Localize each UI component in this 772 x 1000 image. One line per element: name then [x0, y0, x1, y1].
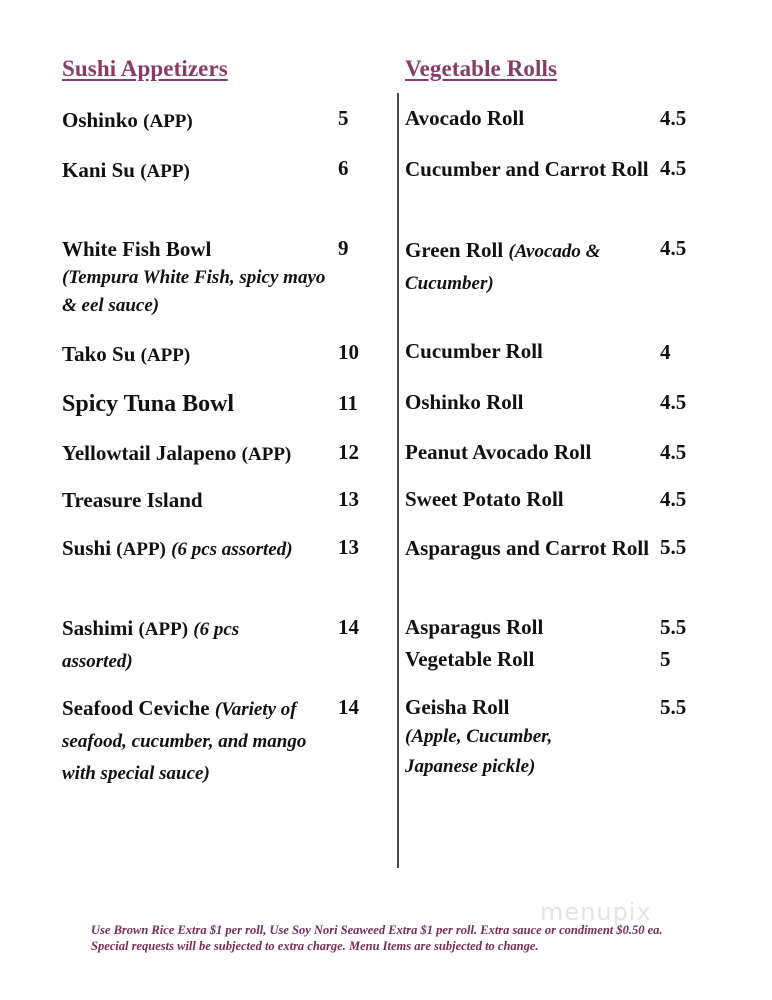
menu-item: [405, 612, 650, 642]
item-name: Geisha Roll: [405, 695, 510, 719]
menu-item: [62, 105, 332, 137]
item-price: 4.5: [660, 390, 687, 414]
menu-item: [62, 693, 322, 789]
item-description: (Avocado & Cucumber): [405, 241, 601, 294]
menu-item: [405, 387, 650, 417]
menu-item: [405, 532, 650, 565]
menu-item: [405, 336, 650, 366]
item-description: (Tempura White Fish, spicy mayo & eel sauce): [62, 267, 326, 316]
menu-item: [405, 484, 650, 514]
item-tag: (APP): [138, 619, 189, 640]
menu-item: [62, 485, 332, 515]
item-name: Oshinko: [62, 108, 138, 132]
item-price: 12: [338, 440, 359, 464]
menu-item: [405, 437, 650, 467]
item-price: 4.5: [660, 156, 687, 180]
item-name: Asparagus and Carrot Roll: [405, 536, 650, 560]
item-price: 14: [338, 695, 359, 719]
menu-item: [405, 692, 620, 782]
item-name: Cucumber and Carrot Roll: [405, 157, 649, 181]
item-price: 14: [338, 615, 359, 639]
menu-item: [62, 155, 332, 187]
item-price: 11: [338, 391, 358, 415]
item-name: Tako Su: [62, 342, 136, 366]
item-tag: (APP): [140, 161, 190, 182]
item-name: Kani Su: [62, 158, 135, 182]
menu-item: [405, 153, 650, 186]
item-price: 13: [338, 535, 359, 559]
item-name: Spicy Tuna Bowl: [62, 391, 235, 417]
item-name: Vegetable Roll: [405, 647, 535, 671]
menu-item: [405, 235, 650, 299]
item-name: Cucumber Roll: [405, 339, 543, 363]
column-divider: [397, 93, 399, 868]
item-description: (6 pcs assorted): [171, 539, 293, 560]
item-tag: (APP): [241, 444, 292, 465]
item-description: (Variety of seafood, cucumber, and mango with special sauce): [62, 699, 307, 784]
item-price: 10: [338, 340, 359, 364]
item-price: 5.5: [660, 615, 687, 639]
item-price: 5: [338, 106, 349, 130]
item-name: Oshinko Roll: [405, 390, 524, 414]
menu-item: [405, 103, 650, 133]
item-tag: (APP): [116, 539, 166, 560]
menu-item: [62, 533, 337, 565]
item-name: Sashimi: [62, 616, 134, 640]
item-price: 5: [660, 647, 671, 671]
menu-item: [405, 644, 650, 674]
footer-note: Use Brown Rice Extra $1 per roll, Use Soy Nori Seaweed Extra $1 per roll. Extra sauce or condiment $0.50 ea. Special requests will be subjected to extra charge. Menu Items are subjected to change.: [91, 923, 663, 953]
item-name: Seafood Ceviche: [62, 696, 210, 720]
item-price: 6: [338, 156, 349, 180]
menu-item: [62, 339, 332, 371]
item-description: (6 pcs assorted): [62, 619, 240, 672]
item-price: 4: [660, 340, 671, 364]
item-name: Avocado Roll: [405, 106, 525, 130]
item-name: White Fish Bowl: [62, 237, 212, 261]
watermark-logo: menupix: [540, 898, 652, 926]
item-name: Sweet Potato Roll: [405, 487, 564, 511]
item-price: 5.5: [660, 695, 687, 719]
item-tag: (APP): [143, 111, 193, 132]
item-name: Green Roll: [405, 238, 504, 262]
item-price: 4.5: [660, 236, 687, 260]
item-description: (Apple, Cucumber, Japanese pickle): [405, 726, 553, 777]
item-price: 4.5: [660, 440, 687, 464]
item-name: Sushi: [62, 536, 112, 560]
section-heading-vegetable-rolls: Vegetable Rolls: [405, 56, 558, 81]
item-tag: (APP): [140, 345, 191, 366]
menu-item: [62, 234, 332, 320]
item-price: 13: [338, 487, 359, 511]
item-price: 4.5: [660, 487, 687, 511]
item-name: Asparagus Roll: [405, 615, 544, 639]
item-price: 4.5: [660, 106, 687, 130]
item-name: Treasure Island: [62, 488, 203, 512]
item-name: Peanut Avocado Roll: [405, 440, 592, 464]
item-price: 9: [338, 236, 349, 260]
menu-item: [62, 389, 332, 419]
section-heading-sushi-appetizers: Sushi Appetizers: [62, 56, 228, 81]
menu-item: [62, 438, 337, 470]
menu-item: [62, 613, 277, 677]
item-price: 5.5: [660, 535, 687, 559]
item-name: Yellowtail Jalapeno: [62, 441, 237, 465]
